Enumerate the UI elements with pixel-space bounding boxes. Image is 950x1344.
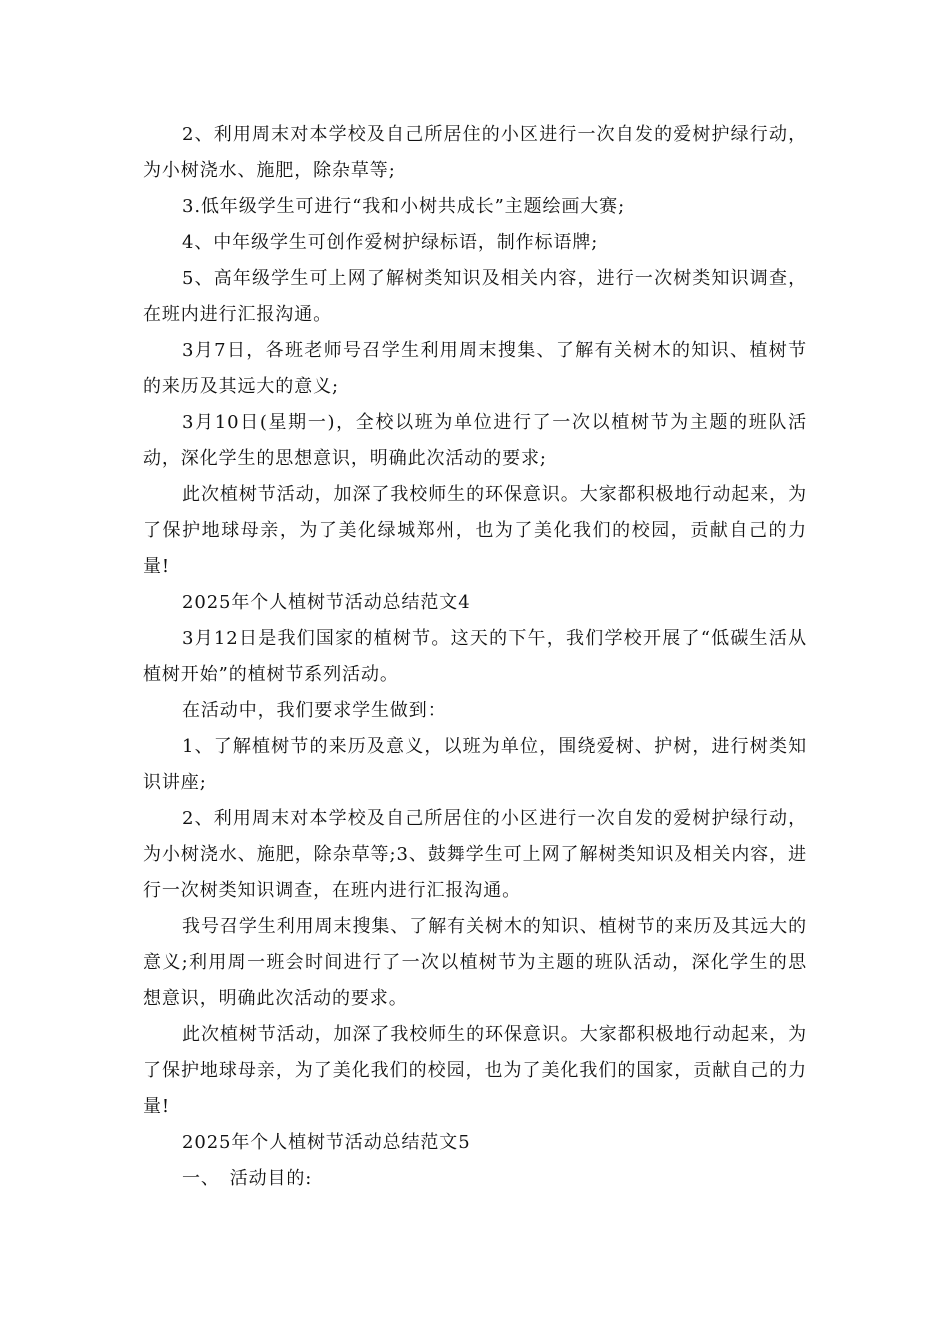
paragraph: 2、利用周末对本学校及自己所居住的小区进行一次自发的爱树护绿行动，为小树浇水、施肥，除杂草等;3、鼓舞学生可上网了解树类知识及相关内容，进行一次树类知识调查，在班内进行汇报沟通。	[143, 808, 807, 901]
paragraph: 4、中年级学生可创作爱树护绿标语，制作标语牌;	[182, 232, 599, 253]
paragraph: 3月7日，各班老师号召学生利用周末搜集、了解有关树木的知识、植树节的来历及其远大的意义;	[143, 340, 807, 397]
paragraph: 3月10日(星期一)，全校以班为单位进行了一次以植树节为主题的班队活动，深化学生的思想意识，明确此次活动的要求;	[143, 412, 807, 469]
paragraph: 在活动中，我们要求学生做到：	[182, 700, 447, 721]
paragraph: 此次植树节活动，加深了我校师生的环保意识。大家都积极地行动起来，为了保护地球母亲，为了美化我们的校园，也为了美化我们的国家，贡献自己的力量!	[143, 1024, 807, 1117]
paragraph: 我号召学生利用周末搜集、了解有关树木的知识、植树节的来历及其远大的意义;利用周一班会时间进行了一次以植树节为主题的班队活动，深化学生的思想意识，明确此次活动的要求。	[143, 916, 807, 1009]
paragraph: 此次植树节活动，加深了我校师生的环保意识。大家都积极地行动起来，为了保护地球母亲，为了美化绿城郑州，也为了美化我们的校园，贡献自己的力量!	[143, 484, 807, 577]
paragraph: 1、了解植树节的来历及意义，以班为单位，围绕爱树、护树，进行树类知识讲座;	[143, 736, 807, 793]
paragraph: 5、高年级学生可上网了解树类知识及相关内容，进行一次树类知识调查，在班内进行汇报沟通。	[143, 268, 807, 325]
paragraph: 3.低年级学生可进行“我和小树共成长”主题绘画大赛;	[182, 196, 626, 217]
paragraph: 3月12日是我们国家的植树节。这天的下午，我们学校开展了“低碳生活从植树开始”的植树节系列活动。	[143, 628, 807, 685]
document-body	[143, 117, 807, 1197]
section-heading: 2025年个人植树节活动总结范文5	[182, 1132, 471, 1153]
paragraph: 一、 活动目的:	[182, 1168, 313, 1189]
paragraph: 2、利用周末对本学校及自己所居住的小区进行一次自发的爱树护绿行动，为小树浇水、施肥，除杂草等;	[143, 124, 807, 181]
section-heading: 2025年个人植树节活动总结范文4	[182, 592, 471, 613]
